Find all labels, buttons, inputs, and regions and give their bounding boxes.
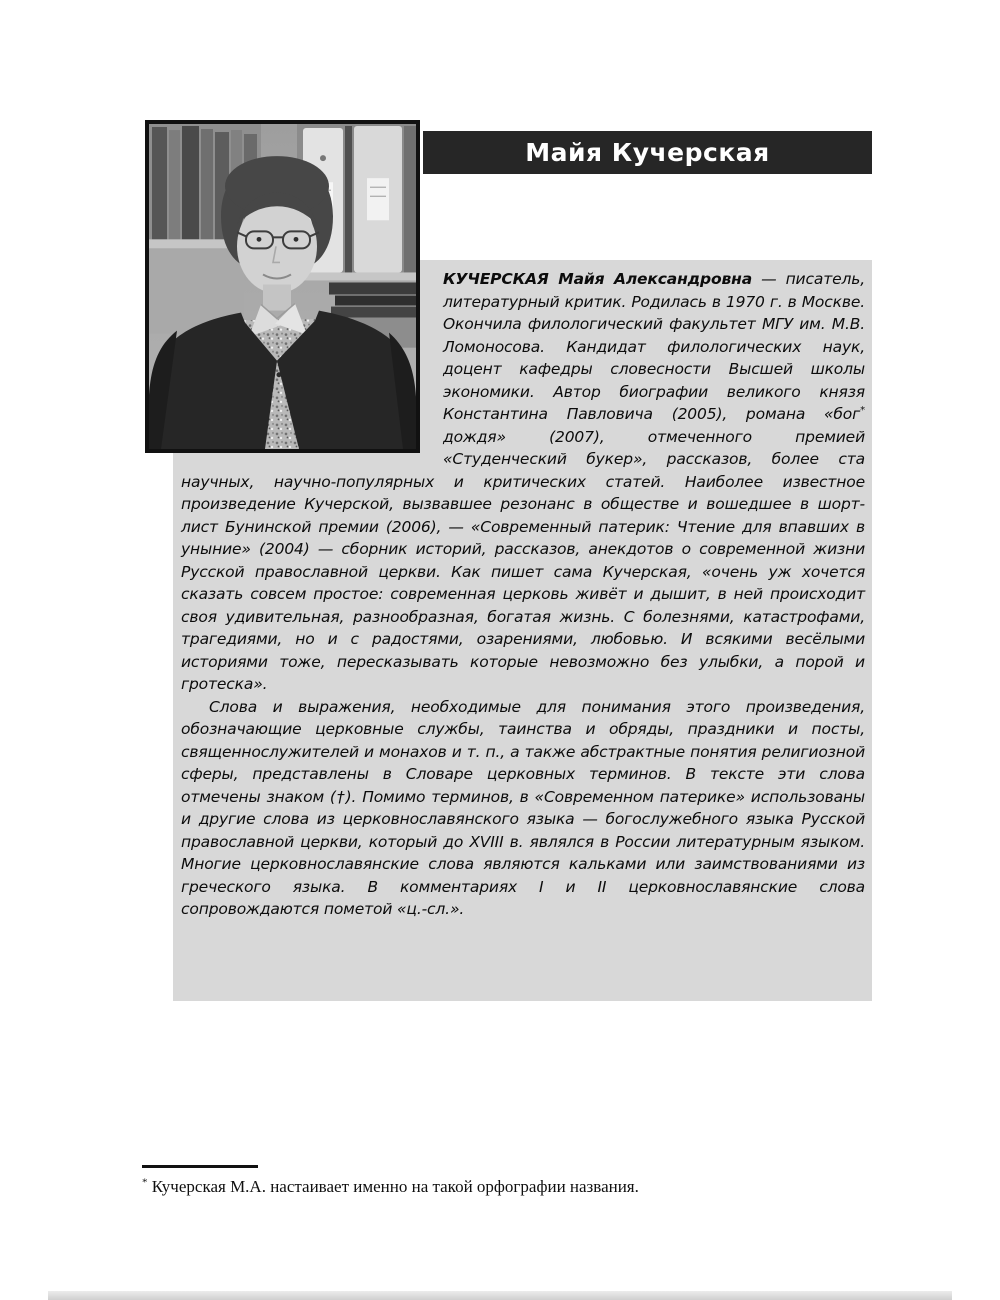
inline-footnote-marker: * <box>860 404 865 416</box>
portrait-photo-svg <box>149 124 416 449</box>
footnote-marker: * <box>142 1176 148 1189</box>
author-portrait-photo <box>145 120 420 453</box>
footnote-separator-rule <box>142 1165 258 1168</box>
footnote <box>142 1176 872 1198</box>
page-title: Майя Кучерская <box>423 131 872 174</box>
bio-paragraph-2: Слова и выражения, необходимые для понимания этого произведения, обозначающие церковные службы, таинства и обряды, праздники и посты, священнослужителей и монахов и т. п., а также абстрактные понятия религиозной сферы, представлены в Словаре церковных терминов. В тексте эти слова отмечены знаком (†). Помимо терминов, в «Современном патерике» использованы и другие слова из церковнославянского языка — богослужебного языка Русской православной церкви, который до XVIII в. являлся в России литературным языком. Многие церковнославянские слова являются кальками или заимствованиями из греческого языка. В комментариях I и II церковнославянские слова сопровождаются пометой «ц.-сл.». <box>181 697 865 918</box>
page-bottom-separator <box>48 1291 952 1300</box>
author-name-lead: КУЧЕРСКАЯ Майя Александровна <box>443 270 752 288</box>
bio-paragraph-1-continued: дождя» (2007), отмеченного премией «Студенческий букер», рассказов, более ста научных, научно-популярных и критических статей. Наиболее известное произведение Кучерской, вызвавшее резонанс в обществе и вошедшее в шорт-лист Бунинской премии (2006), — «Современный патерик: Чтение для впавших в уныние» (2004) — сборник историй, рассказов, анекдотов о современной жизни Русской православной церкви. Как пишет сама Кучерская, «очень уж хочется сказать совсем простое: современная церковь живёт и дышит, в ней происходит своя удивительная, разнообразная, богатая жизнь. С болезнями, катастрофами, трагедиями, но и с радостями, озарениями, любовью. И всякими весёлыми историями тоже, пересказывать которые невозможно без улыбки, а порой и гротеска». <box>181 427 865 693</box>
footnote-text: Кучерская М.А. настаивает именно на такой орфографии названия. <box>147 1177 639 1196</box>
bio-paragraph-1-text: — писатель, литературный критик. Родилась в 1970 г. в Москве. Окончила филологический факультет МГУ им. М.В. Ломоносова. Кандидат филологических наук, доцент кафедры словесности Высшей школы экономики. Автор биографии великого князя Константина Павловича (2005), романа «бог <box>443 270 865 423</box>
